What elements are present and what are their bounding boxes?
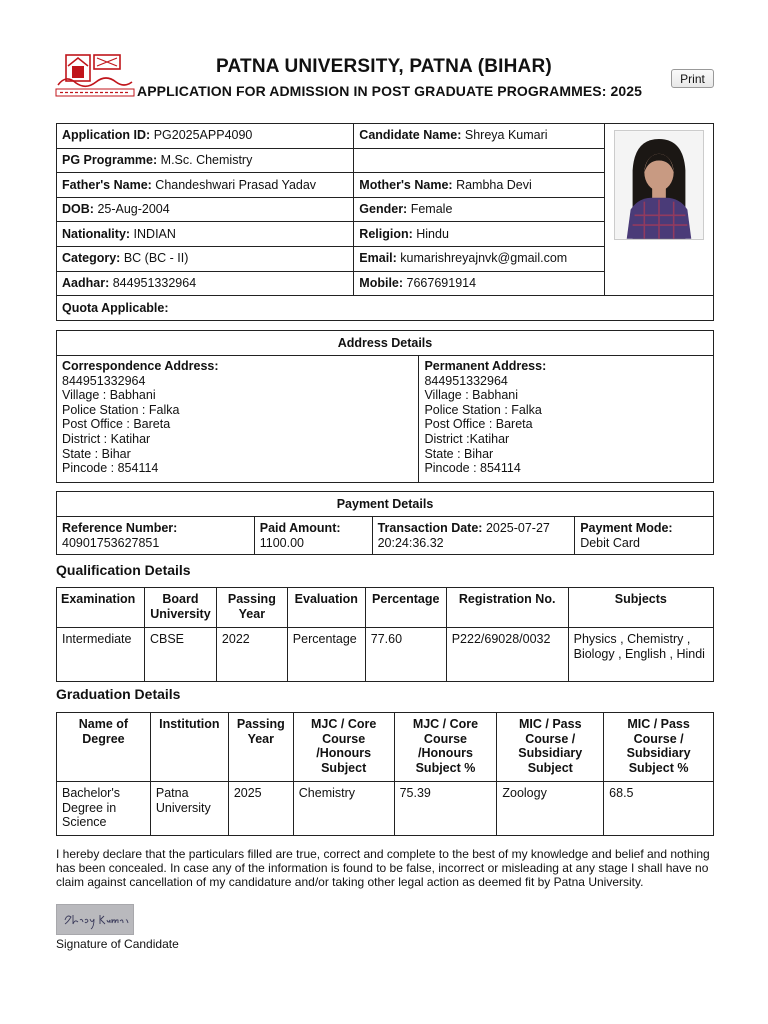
column-header: MJC / Core Course /Honours Subject: [293, 713, 394, 782]
dob-cell: DOB: 25-Aug-2004: [57, 197, 354, 222]
table-cell: Chemistry: [293, 782, 394, 836]
column-header: Registration No.: [446, 588, 568, 628]
paid-amount-cell: Paid Amount: 1100.00: [254, 517, 372, 555]
table-cell: 2025: [228, 782, 293, 836]
transaction-date: 2025-07-27: [485, 521, 550, 535]
address-line: Village : Babhani: [62, 388, 156, 403]
correspondence-address-cell: [57, 356, 419, 483]
table-cell: CBSE: [144, 628, 216, 682]
table-cell: 2022: [216, 628, 287, 682]
address-line: Post Office : Bareta: [62, 417, 171, 432]
table-cell: 75.39: [394, 782, 497, 836]
pg-programme: M.Sc. Chemistry: [160, 153, 253, 168]
category-cell: Category: BC (BC - II): [57, 246, 354, 271]
column-header: Name of Degree: [57, 713, 151, 782]
religion: Hindu: [416, 226, 449, 241]
column-header: Evaluation: [287, 588, 365, 628]
table-cell: Bachelor's Degree in Science: [57, 782, 151, 836]
father-name: Chandeshwari Prasad Yadav: [155, 177, 317, 192]
table-cell: 77.60: [365, 628, 446, 682]
mother-name-cell: Mother's Name: Rambha Devi: [354, 173, 605, 198]
mobile-cell: Mobile: 7667691914: [354, 271, 605, 296]
address-heading: Address Details: [57, 331, 714, 356]
table-cell: P222/69028/0032: [446, 628, 568, 682]
nationality-cell: Nationality: INDIAN: [57, 222, 354, 247]
nationality: INDIAN: [133, 226, 176, 241]
correspondence-address-label: Correspondence Address:: [62, 359, 219, 373]
address-line: State : Bihar: [424, 446, 494, 461]
reference-number: 40901753627851: [62, 535, 160, 550]
application-title: APPLICATION FOR ADMISSION IN POST GRADUATE PROGRAMMES: 2025: [137, 83, 643, 99]
gender-cell: Gender: Female: [354, 197, 605, 222]
application-id-cell: Application ID: PG2025APP4090: [57, 124, 354, 149]
column-header: Passing Year: [216, 588, 287, 628]
table-cell: Percentage: [287, 628, 365, 682]
address-line: 844951332964: [62, 373, 146, 388]
candidate-photo: [614, 130, 704, 240]
dob: 25-Aug-2004: [97, 202, 170, 217]
gender: Female: [410, 202, 453, 217]
mobile: 7667691914: [406, 275, 477, 290]
religion-cell: Religion: Hindu: [354, 222, 605, 247]
address-line: Pincode : 854114: [62, 461, 159, 476]
column-header: Institution: [150, 713, 228, 782]
paid-amount: 1100.00: [259, 535, 304, 550]
aadhar-cell: Aadhar: 844951332964: [57, 271, 354, 296]
category: BC (BC - II): [123, 251, 189, 266]
mother-name: Rambha Devi: [456, 177, 532, 192]
applicant-details-table: [56, 123, 714, 321]
signature-label: Signature of Candidate: [56, 937, 179, 951]
quota-cell: Quota Applicable:: [57, 296, 714, 321]
candidate-name: Shreya Kumari: [464, 128, 548, 143]
qualification-title: Qualification Details: [56, 562, 191, 578]
address-line: Pincode : 854114: [424, 461, 521, 476]
address-line: Village : Babhani: [424, 388, 519, 403]
permanent-address-cell: [419, 356, 714, 483]
table-row: [57, 628, 714, 682]
address-line: District :Katihar: [424, 431, 510, 446]
graduation-table: [56, 712, 714, 836]
table-cell: Intermediate: [57, 628, 145, 682]
column-header: Board University: [144, 588, 216, 628]
print-button[interactable]: Print: [671, 69, 714, 88]
father-name-cell: Father's Name: Chandeshwari Prasad Yadav: [57, 173, 354, 198]
email: kumarishreyajnvk@gmail.com: [400, 251, 568, 266]
signature-image: [56, 904, 134, 935]
university-name: PATNA UNIVERSITY, PATNA (BIHAR): [216, 56, 552, 77]
transaction-date-cell: Transaction Date: 2025-07-27 20:24:36.32: [372, 517, 575, 555]
graduation-title: Graduation Details: [56, 686, 181, 702]
column-header: Percentage: [365, 588, 446, 628]
table-cell: Patna University: [150, 782, 228, 836]
address-details-table: [56, 330, 714, 483]
column-header: Passing Year: [228, 713, 293, 782]
column-header: Examination: [57, 588, 145, 628]
table-cell: Physics , Chemistry , Biology , English , Hindi: [568, 628, 713, 682]
column-header: MJC / Core Course /Honours Subject %: [394, 713, 497, 782]
permanent-address-label: Permanent Address:: [424, 359, 547, 373]
aadhar: 844951332964: [112, 275, 197, 290]
email-cell: Email: kumarishreyajnvk@gmail.com: [354, 246, 605, 271]
reference-number-cell: Reference Number: 40901753627851: [57, 517, 255, 555]
payment-details-table: [56, 491, 714, 555]
transaction-time: 20:24:36.32: [377, 535, 444, 550]
address-line: State : Bihar: [62, 446, 131, 461]
address-line: District : Katihar: [62, 431, 151, 446]
page-header: [0, 0, 768, 110]
payment-mode: Debit Card: [580, 535, 640, 550]
photo-cell: [605, 124, 714, 296]
candidate-name-cell: Candidate Name: Shreya Kumari: [354, 124, 605, 149]
column-header: Subjects: [568, 588, 713, 628]
table-row: [57, 782, 714, 836]
address-line: 844951332964: [424, 373, 508, 388]
qualification-table: [56, 587, 714, 682]
table-cell: 68.5: [604, 782, 714, 836]
address-line: Police Station : Falka: [62, 402, 180, 417]
declaration-text: I hereby declare that the particulars filled are true, correct and complete to the best of my knowledge and belief and nothing has been concealed. In case any of the information is found to be false, incorrect or misleading at any stage I shall have no claim against cancellation of my candidature and/or taking other legal action as deemed fit by Patna University.: [56, 847, 710, 889]
table-cell: Zoology: [497, 782, 604, 836]
address-line: Police Station : Falka: [424, 402, 542, 417]
payment-mode-cell: Payment Mode: Debit Card: [575, 517, 714, 555]
column-header: MIC / Pass Course / Subsidiary Subject %: [604, 713, 714, 782]
empty-cell: [354, 148, 605, 173]
programme-cell: PG Programme: M.Sc. Chemistry: [57, 148, 354, 173]
application-id: PG2025APP4090: [153, 128, 253, 143]
payment-heading: Payment Details: [57, 492, 714, 517]
address-line: Post Office : Bareta: [424, 417, 533, 432]
column-header: MIC / Pass Course / Subsidiary Subject: [497, 713, 604, 782]
